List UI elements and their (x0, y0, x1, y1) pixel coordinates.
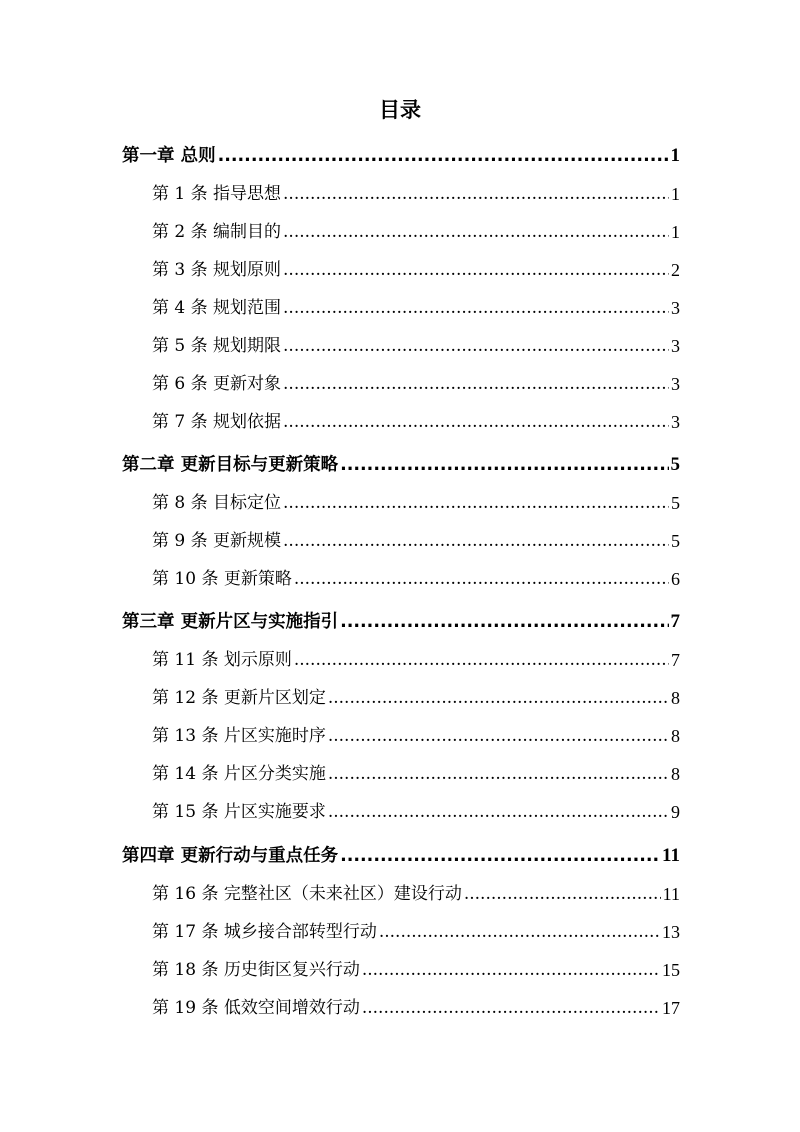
toc-page-number: 5 (671, 493, 680, 513)
toc-entry-label: 第 13 条 片区实施时序 (152, 726, 326, 746)
toc-entry-label: 第二章 更新目标与更新策略 (122, 455, 339, 475)
toc-entry-label: 第 15 条 片区实施要求 (152, 802, 326, 822)
toc-page-number: 7 (671, 650, 680, 670)
toc-dot-leader (340, 843, 660, 869)
toc-dot-leader (283, 409, 669, 435)
toc-entry-label: 第 9 条 更新规模 (152, 531, 282, 551)
toc-chapter-entry[interactable] (122, 843, 680, 869)
toc-dot-leader (294, 647, 669, 673)
toc-dot-leader (328, 799, 669, 825)
toc-entry-label: 第 10 条 更新策略 (152, 569, 292, 589)
toc-page-number: 6 (671, 569, 680, 589)
toc-page-number: 5 (670, 454, 680, 475)
toc-article-entry[interactable] (152, 761, 680, 787)
toc-dot-leader (283, 181, 669, 207)
toc-entry-label: 第 16 条 完整社区（未来社区）建设行动 (152, 884, 462, 904)
toc-page-number: 15 (662, 960, 680, 980)
toc-page-number: 1 (671, 222, 680, 242)
toc-article-entry[interactable] (152, 219, 680, 245)
toc-page-number: 3 (671, 298, 680, 318)
toc-article-entry[interactable] (152, 295, 680, 321)
toc-chapter-entry[interactable] (122, 143, 680, 169)
toc-entry-label: 第 8 条 目标定位 (152, 493, 282, 513)
toc-article-entry[interactable] (152, 647, 680, 673)
toc-page-number: 3 (671, 374, 680, 394)
toc-dot-leader (283, 528, 669, 554)
toc-entry-label: 第 11 条 划示原则 (152, 650, 292, 670)
toc-page-number: 8 (671, 688, 680, 708)
toc-page-number: 1 (670, 145, 680, 166)
toc-page-number: 3 (671, 336, 680, 356)
toc-article-entry[interactable] (152, 685, 680, 711)
toc-dot-leader (283, 333, 669, 359)
toc-dot-leader (218, 143, 669, 169)
toc-article-entry[interactable] (152, 490, 680, 516)
toc-dot-leader (340, 609, 668, 635)
toc-page-number: 7 (670, 611, 680, 632)
toc-entry-label: 第 18 条 历史街区复兴行动 (152, 960, 360, 980)
toc-article-entry[interactable] (152, 409, 680, 435)
toc-article-entry[interactable] (152, 181, 680, 207)
toc-article-entry[interactable] (152, 919, 680, 945)
toc-page-number: 3 (671, 412, 680, 432)
toc-entry-label: 第四章 更新行动与重点任务 (122, 846, 339, 866)
toc-entry-label: 第 12 条 更新片区划定 (152, 688, 326, 708)
toc-dot-leader (362, 957, 660, 983)
toc-dot-leader (340, 452, 668, 478)
toc-dot-leader (283, 295, 669, 321)
toc-dot-leader (464, 881, 661, 907)
toc-dot-leader (283, 371, 669, 397)
toc-chapter-entry[interactable] (122, 452, 680, 478)
toc-article-entry[interactable] (152, 257, 680, 283)
toc-chapter-entry[interactable] (122, 609, 680, 635)
toc-dot-leader (328, 761, 669, 787)
toc-entry-label: 第 3 条 规划原则 (152, 260, 282, 280)
toc-dot-leader (328, 685, 669, 711)
toc-entry-label: 第 17 条 城乡接合部转型行动 (152, 922, 377, 942)
toc-entry-label: 第 7 条 规划依据 (152, 412, 282, 432)
toc-dot-leader (283, 257, 669, 283)
toc-entry-label: 第 5 条 规划期限 (152, 336, 282, 356)
toc-entry-label: 第 2 条 编制目的 (152, 222, 282, 242)
toc-entry-label: 第 19 条 低效空间增效行动 (152, 998, 360, 1018)
toc-article-entry[interactable] (152, 881, 680, 907)
toc-article-entry[interactable] (152, 723, 680, 749)
toc-page-number: 8 (671, 764, 680, 784)
toc-entry-label: 第一章 总则 (122, 146, 216, 166)
toc-dot-leader (328, 723, 669, 749)
toc-page-number: 5 (671, 531, 680, 551)
toc-page-number: 9 (671, 802, 680, 822)
toc-entry-label: 第 14 条 片区分类实施 (152, 764, 326, 784)
toc-article-entry[interactable] (152, 566, 680, 592)
toc-dot-leader (283, 490, 669, 516)
toc-page-number: 11 (662, 884, 680, 904)
toc-dot-leader (362, 995, 660, 1021)
toc-title: 目录 (379, 98, 421, 122)
toc-page-number: 1 (671, 184, 680, 204)
toc-article-entry[interactable] (152, 799, 680, 825)
toc-article-entry[interactable] (152, 528, 680, 554)
toc-entry-label: 第 1 条 指导思想 (152, 184, 282, 204)
toc-dot-leader (283, 219, 669, 245)
toc-page-number: 13 (662, 922, 680, 942)
toc-page-number: 2 (671, 260, 680, 280)
toc-page-number: 8 (671, 726, 680, 746)
toc-article-entry[interactable] (152, 371, 680, 397)
toc-page-number: 11 (662, 845, 680, 866)
toc-entry-label: 第 6 条 更新对象 (152, 374, 282, 394)
toc-dot-leader (294, 566, 669, 592)
toc-article-entry[interactable] (152, 957, 680, 983)
toc-article-entry[interactable] (152, 333, 680, 359)
toc-entry-label: 第 4 条 规划范围 (152, 298, 282, 318)
toc-entry-label: 第三章 更新片区与实施指引 (122, 612, 339, 632)
toc-page-number: 17 (662, 998, 680, 1018)
toc-article-entry[interactable] (152, 995, 680, 1021)
toc-dot-leader (379, 919, 660, 945)
